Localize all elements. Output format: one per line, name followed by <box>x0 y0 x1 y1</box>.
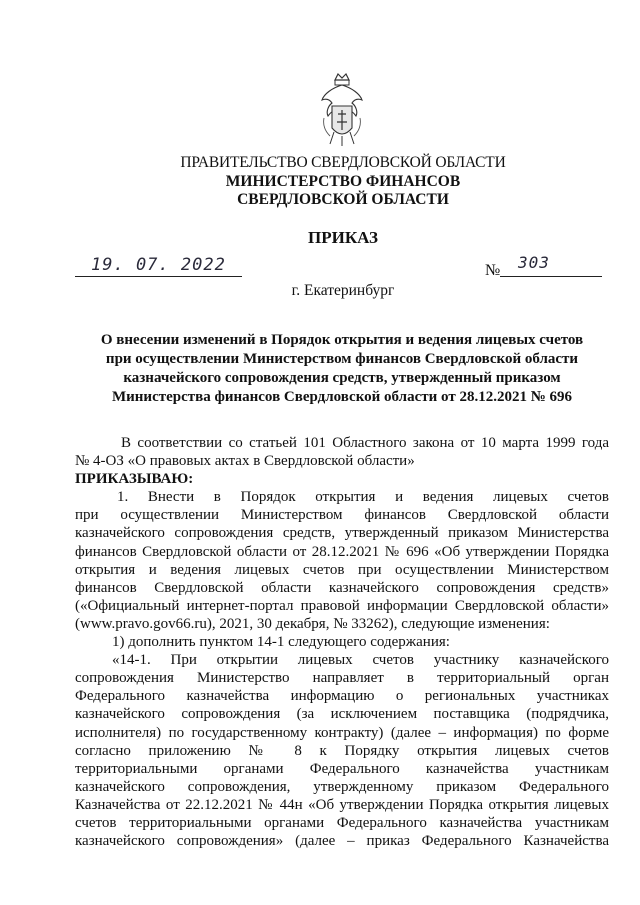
city-name: г. Екатеринбург <box>291 282 395 299</box>
document-subject <box>88 331 596 407</box>
date-field <box>75 254 242 277</box>
body-line: финансов Свердловской области от 28.12.2021 № 696 «Об утверждении Порядка <box>75 543 609 560</box>
body-line: при осуществлении Министерством финансов Свердловской области <box>75 507 609 524</box>
body-line: исполнителя) по государственному контракту) (далее – информация) по форме <box>75 724 609 741</box>
body-line: территориальными органами Федерального казначейства участникам <box>75 760 609 777</box>
number-field <box>500 252 602 277</box>
organization-line-2: МИНИСТЕРСТВО ФИНАНСОВ <box>225 173 461 190</box>
body-line: Казначейства от 22.12.2021 № 44н «Об утверждении Порядка открытия лицевых <box>75 796 609 813</box>
subject-line: О внесении изменений в Порядок открытия и ведения лицевых счетов <box>100 332 584 348</box>
body-line: («Официальный интернет-портал правовой информации Свердловской области» <box>75 597 609 614</box>
body-line: 1) дополнить пунктом 14-1 следующего содержания: <box>112 634 450 651</box>
body-line: открытия и ведения лицевых счетов при осуществлении Министерством <box>75 561 609 578</box>
body-line: финансов Свердловской области казначейского сопровождения средств» <box>75 579 609 596</box>
document-type-title: ПРИКАЗ <box>308 228 378 247</box>
handwritten-date: 19. 07. 2022 <box>91 255 226 275</box>
body-line: сопровождения Министерство направляет в территориальный орган <box>75 670 609 687</box>
body-line: согласно приложению № 8 к Порядку открытия лицевых счетов <box>75 742 609 759</box>
body-line: 1. Внести в Порядок открытия и ведения лицевых счетов <box>117 489 609 506</box>
body-line: «14-1. При открытии лицевых счетов участнику казначейского <box>112 652 609 669</box>
subject-line: при осуществлении Министерством финансов Свердловской области <box>105 351 579 367</box>
body-line: счетов территориальными органами Федерального казначейства участникам <box>75 814 609 831</box>
document-body <box>75 434 609 850</box>
number-sign: № <box>485 262 501 279</box>
coat-of-arms-icon <box>318 70 366 148</box>
organization-line-1: ПРАВИТЕЛЬСТВО СВЕРДЛОВСКОЙ ОБЛАСТИ <box>180 154 506 171</box>
body-line: казначейского сопровождения (за исключением поставщика (подрядчика, <box>75 706 609 723</box>
organization-line-3: СВЕРДЛОВСКОЙ ОБЛАСТИ <box>237 191 449 208</box>
subject-line: казначейского сопровождения средств, утвержденный приказом <box>123 370 561 386</box>
body-line: (www.pravo.gov66.ru), 2021, 30 декабря, № 33262), следующие изменения: <box>75 615 550 632</box>
body-line: № 4-ОЗ «О правовых актах в Свердловской области» <box>75 453 415 470</box>
body-line: В соответствии со статьей 101 Областного закона от 10 марта 1999 года <box>121 435 609 451</box>
handwritten-number: 303 <box>518 253 550 272</box>
body-line: казначейского сопровождения, утвержденному приказом Федерального <box>75 778 609 795</box>
body-line: казначейского сопровождения» (далее – приказ Федерального Казначейства <box>75 833 609 850</box>
order-keyword: ПРИКАЗЫВАЮ: <box>75 471 194 488</box>
subject-line: Министерства финансов Свердловской области от 28.12.2021 № 696 <box>111 389 573 405</box>
body-line: Федерального казначейства информацию о региональных участниках <box>75 688 609 705</box>
body-line: казначейского сопровождения средств, утвержденный приказом Министерства <box>75 525 609 542</box>
